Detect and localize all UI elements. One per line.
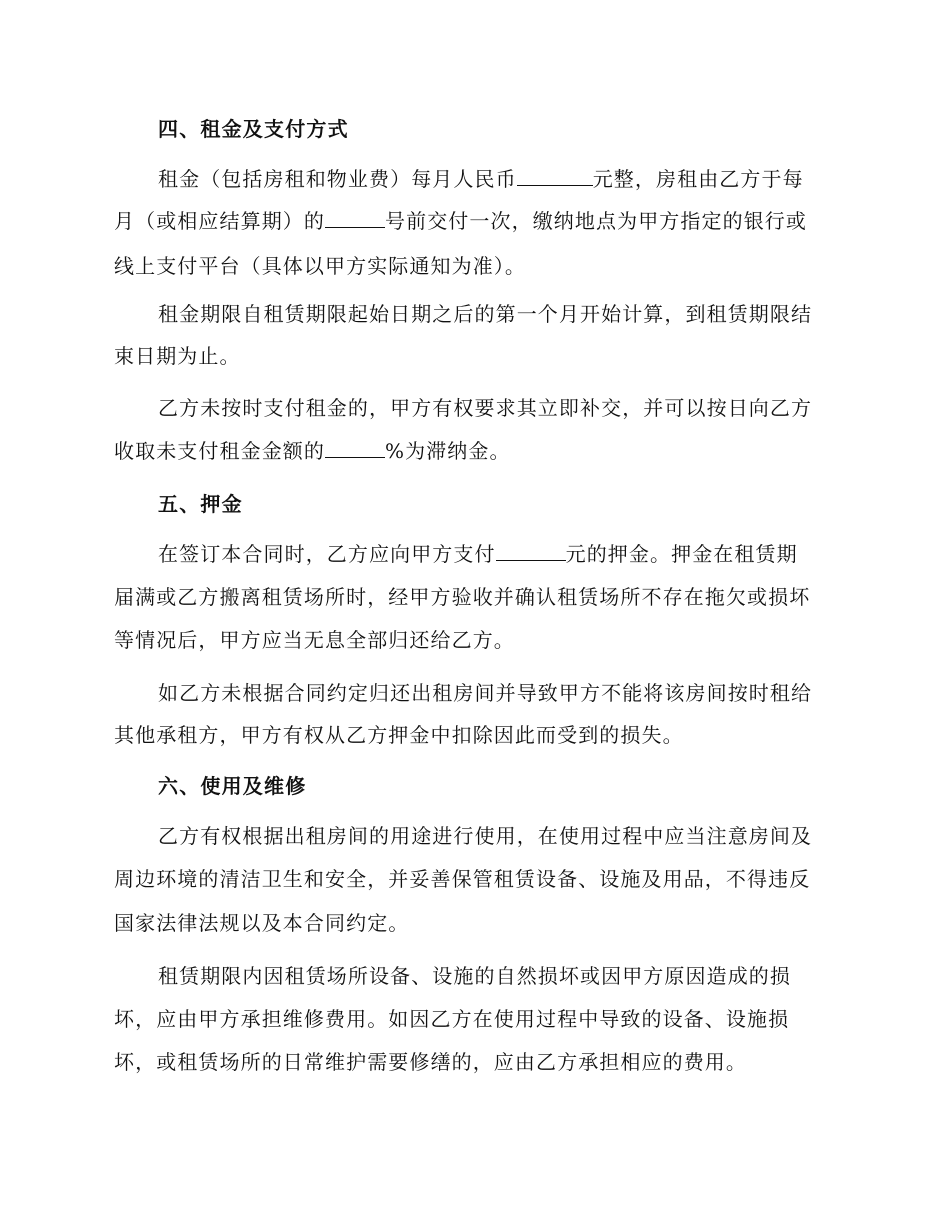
blank-field-payment-day xyxy=(325,207,385,228)
deposit-deduction-line-2: 其他承租方，甲方有权从乙方押金中扣除因此而受到的损失。 xyxy=(114,723,684,747)
rent-term-line-2: 束日期为止。 xyxy=(114,344,241,368)
deposit-paragraph-line-2: 届满或乙方搬离租赁场所时，经甲方验收并确认租赁场所不存在拖欠或损坏 xyxy=(114,585,811,609)
rent-paragraph-line-2 xyxy=(114,207,834,235)
rent-paragraph-line-1 xyxy=(158,165,834,193)
late-fee-line-1: 乙方未按时支付租金的，甲方有权要求其立即补交，并可以按日向乙方 xyxy=(158,396,813,420)
blank-field-late-fee-rate xyxy=(325,437,385,458)
deposit-paragraph-line-3: 等情况后，甲方应当无息全部归还给乙方。 xyxy=(114,628,515,652)
section-heading-deposit: 五、押金 xyxy=(158,492,243,516)
text-segment: 元的押金。押金在租赁期 xyxy=(565,542,798,566)
blank-field-deposit-amount xyxy=(496,540,566,561)
text-segment: 号前交付一次，缴纳地点为甲方指定的银行或 xyxy=(385,209,807,233)
maintenance-paragraph-line-2: 坏，应由甲方承担维修费用。如因乙方在使用过程中导致的设备、设施损 xyxy=(114,1007,790,1031)
rent-paragraph-line-3: 线上支付平台（具体以甲方实际通知为准）。 xyxy=(114,254,526,278)
use-paragraph-line-1: 乙方有权根据出租房间的用途进行使用，在使用过程中应当注意房间及 xyxy=(158,824,813,848)
text-segment: 元整，房租由乙方于每 xyxy=(592,167,804,191)
deposit-deduction-line-1: 如乙方未根据合同约定归还出租房间并导致甲方不能将该房间按时租给 xyxy=(158,681,813,705)
deposit-paragraph-line-1 xyxy=(158,540,834,568)
use-paragraph-line-3: 国家法律法规以及本合同约定。 xyxy=(114,911,410,935)
text-segment: 租金（包括房租和物业费）每月人民币 xyxy=(158,167,517,191)
text-segment: 在签订本合同时，乙方应向甲方支付 xyxy=(158,542,496,566)
rent-term-line-1: 租金期限自租赁期限起始日期之后的第一个月开始计算，到租赁期限结 xyxy=(158,302,813,326)
late-fee-line-2 xyxy=(114,437,834,465)
text-segment: 月（或相应结算期）的 xyxy=(114,209,325,233)
section-heading-rent: 四、租金及支付方式 xyxy=(158,117,349,141)
blank-field-monthly-rent xyxy=(517,165,593,186)
text-segment: %为滞纳金。 xyxy=(385,439,511,463)
maintenance-paragraph-line-1: 租赁期限内因租赁场所设备、设施的自然损坏或因甲方原因造成的损 xyxy=(158,964,791,988)
maintenance-paragraph-line-3: 坏，或租赁场所的日常维护需要修缮的，应由乙方承担相应的费用。 xyxy=(114,1050,747,1074)
text-segment: 收取未支付租金金额的 xyxy=(114,439,325,463)
use-paragraph-line-2: 周边环境的清洁卫生和安全，并妥善保管租赁设备、设施及用品，不得违反 xyxy=(114,867,811,891)
section-heading-use-maintenance: 六、使用及维修 xyxy=(158,774,307,798)
